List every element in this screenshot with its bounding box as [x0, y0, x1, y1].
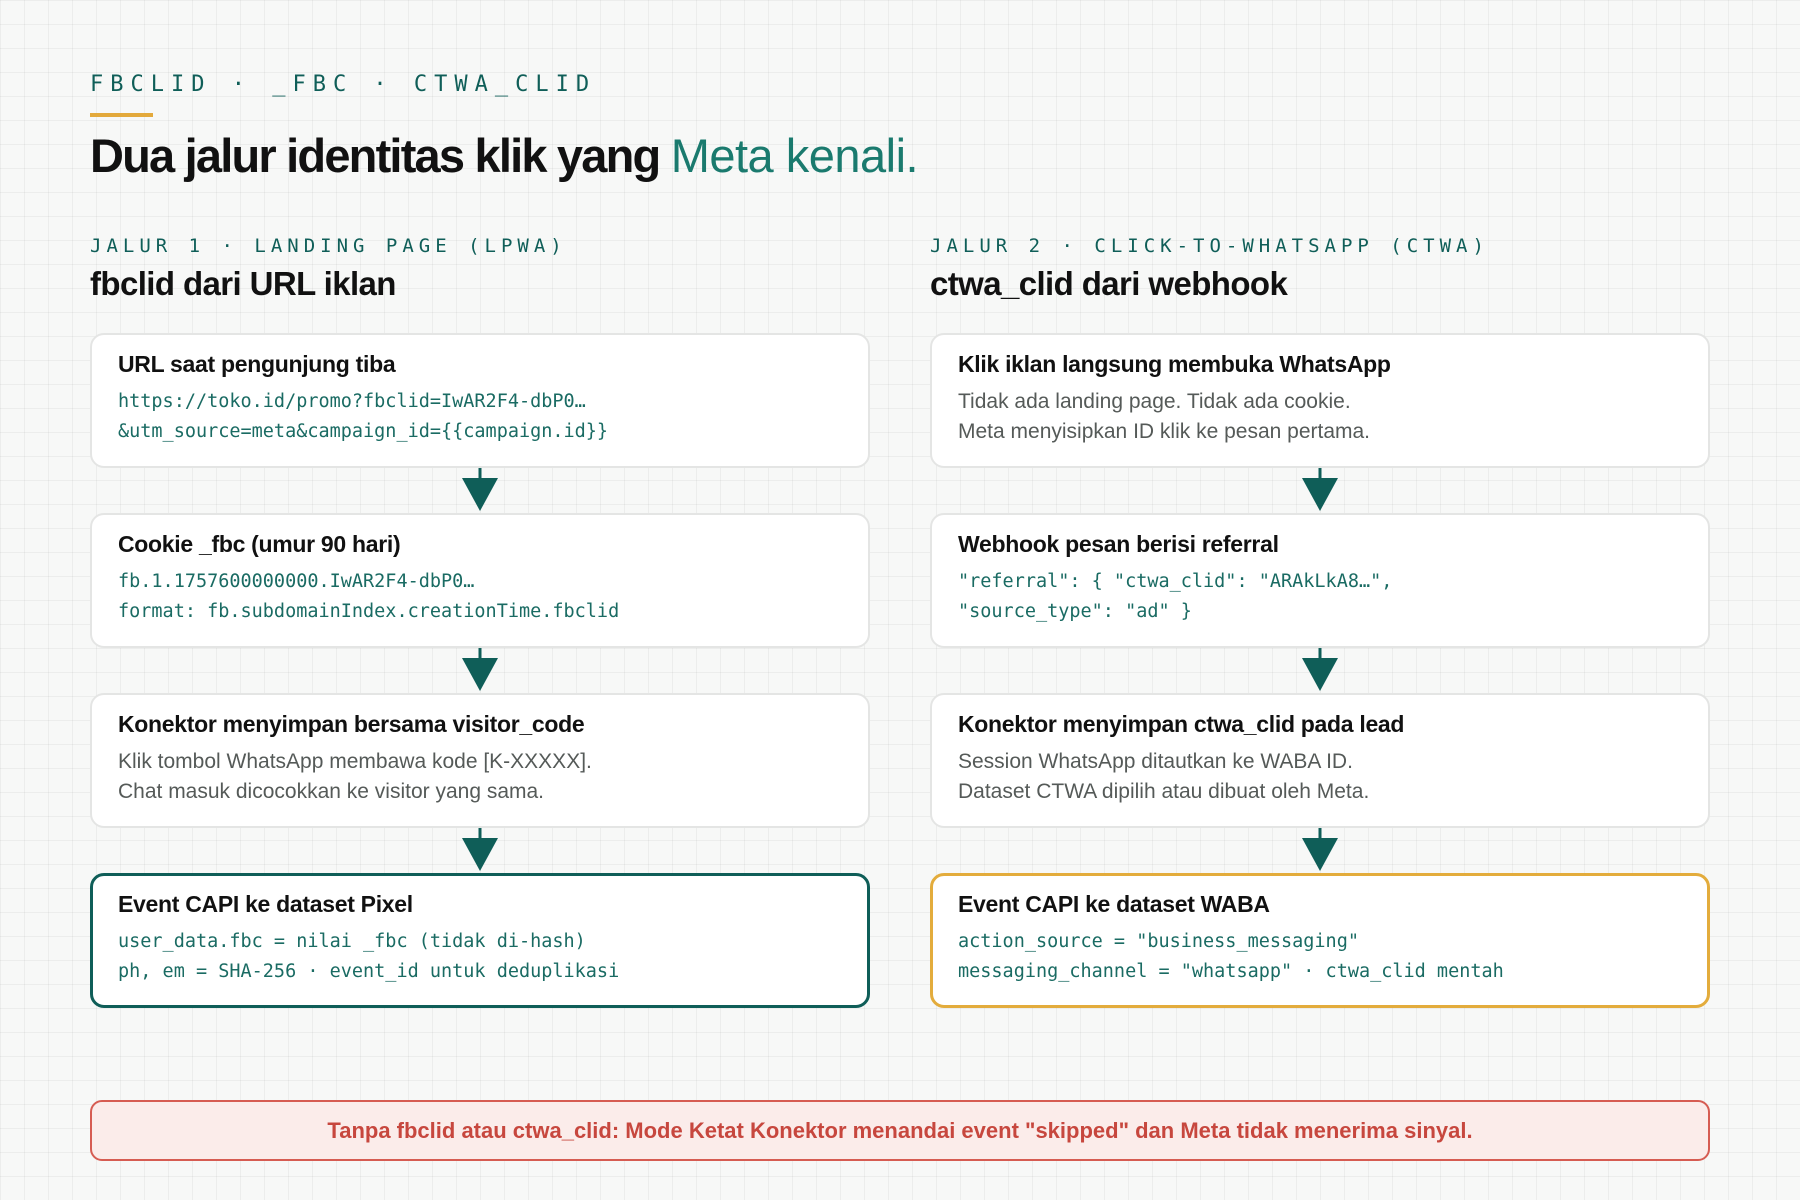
- card-line: Meta menyisipkan ID klik ke pesan pertama.: [958, 420, 1371, 443]
- path1-kicker: JALUR 1 · LANDING PAGE (LPWA): [90, 235, 567, 257]
- path2-step-capi-waba: [930, 873, 1710, 1008]
- path1-step-capi-pixel: [90, 873, 870, 1008]
- path2-step-webhook: [930, 513, 1710, 648]
- arrow-down-icon: [1300, 468, 1340, 513]
- page-title: [90, 128, 918, 183]
- path1-step-connector: [90, 693, 870, 828]
- eyebrow-label: FBCLID · _FBC · CTWA_CLID: [90, 72, 597, 97]
- path2-step-connector: [930, 693, 1710, 828]
- card-line: &utm_source=meta&campaign_id={{campaign.id}}: [118, 421, 609, 442]
- path2-kicker: JALUR 2 · CLICK-TO-WHATSAPP (CTWA): [930, 235, 1489, 257]
- card-title: Konektor menyimpan bersama visitor_code: [118, 711, 585, 737]
- card-title: Cookie _fbc (umur 90 hari): [118, 531, 401, 557]
- warning-banner: [90, 1100, 1710, 1161]
- card-line: https://toko.id/promo?fbclid=IwAR2F4-dbP0…: [118, 391, 586, 412]
- accent-bar: [90, 113, 153, 117]
- arrow-down-icon: [1300, 648, 1340, 693]
- path1-step-url: [90, 333, 870, 468]
- card-line: Klik tombol WhatsApp membawa kode [K-XXXXX].: [118, 750, 592, 773]
- card-line: Session WhatsApp ditautkan ke WABA ID.: [958, 750, 1353, 773]
- card-line: "referral": { "ctwa_clid": "ARAkLkA8…",: [958, 571, 1393, 592]
- arrow-down-icon: [1300, 828, 1340, 873]
- card-title: Event CAPI ke dataset Pixel: [118, 891, 413, 917]
- card-line: "source_type": "ad" }: [958, 601, 1192, 622]
- path1-step-fbc-cookie: [90, 513, 870, 648]
- card-line: messaging_channel = "whatsapp" · ctwa_clid mentah: [958, 961, 1504, 982]
- path2-step-ad-click: [930, 333, 1710, 468]
- card-line: user_data.fbc = nilai _fbc (tidak di-hash): [118, 931, 586, 952]
- path2-title: ctwa_clid dari webhook: [930, 265, 1288, 302]
- page-title-main: Dua jalur identitas klik yang: [90, 129, 660, 182]
- card-line: Dataset CTWA dipilih atau dibuat oleh Meta.: [958, 780, 1370, 803]
- card-line: fb.1.1757600000000.IwAR2F4-dbP0…: [118, 571, 475, 592]
- card-line: Tidak ada landing page. Tidak ada cookie.: [958, 390, 1351, 413]
- card-line: ph, em = SHA-256 · event_id untuk deduplikasi: [118, 961, 620, 982]
- page-title-accent: Meta kenali.: [670, 129, 919, 182]
- arrow-down-icon: [460, 828, 500, 873]
- card-title: Klik iklan langsung membuka WhatsApp: [958, 351, 1391, 377]
- card-title: Webhook pesan berisi referral: [958, 531, 1279, 557]
- card-line: format: fb.subdomainIndex.creationTime.fbclid: [118, 601, 620, 622]
- arrow-down-icon: [460, 648, 500, 693]
- path1-title: fbclid dari URL iklan: [90, 265, 396, 302]
- card-title: Event CAPI ke dataset WABA: [958, 891, 1270, 917]
- card-line: Chat masuk dicocokkan ke visitor yang sama.: [118, 780, 545, 803]
- arrow-down-icon: [460, 468, 500, 513]
- card-title: URL saat pengunjung tiba: [118, 351, 396, 377]
- card-title: Konektor menyimpan ctwa_clid pada lead: [958, 711, 1405, 737]
- card-line: action_source = "business_messaging": [958, 931, 1359, 952]
- warning-text: Tanpa fbclid atau ctwa_clid: Mode Ketat Konektor menandai event "skipped" dan Meta tidak menerima sinyal.: [327, 1117, 1473, 1143]
